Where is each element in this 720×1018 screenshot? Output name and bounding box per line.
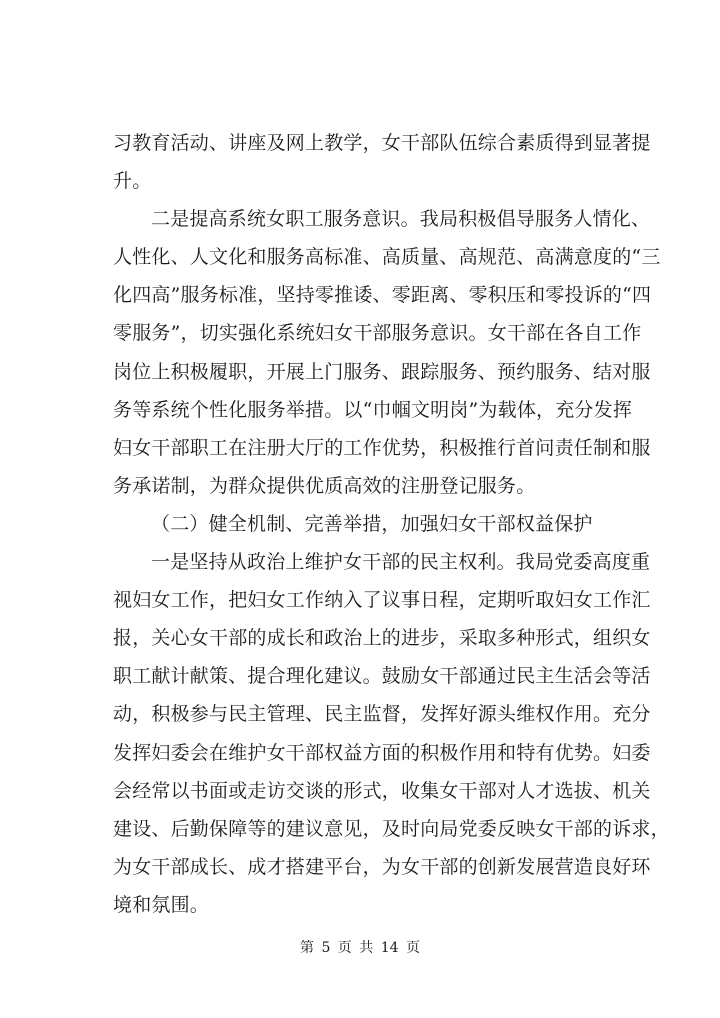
text-line: 动，积极参与民主管理、民主监督，发挥好源头维权作用。充分 xyxy=(113,703,651,726)
text-line: 零服务”，切实强化系统妇女干部服务意识。女干部在各自工作 xyxy=(113,322,642,345)
text-line: 习教育活动、讲座及网上教学，女干部队伍综合素质得到显著提 xyxy=(113,132,651,154)
text-line: 会经常以书面或走访交谈的形式，收集女干部对人才选拔、机关 xyxy=(113,779,651,802)
text-line: 人性化、人文化和服务高标准、高质量、高规范、高满意度的“三 xyxy=(113,246,661,269)
text-line: 视妇女工作，把妇女工作纳入了议事日程，定期听取妇女工作汇 xyxy=(113,589,651,612)
text-line: 建设、后勤保障等的建议意见，及时向局党委反映女干部的诉求， xyxy=(113,817,670,840)
text-line: 妇女干部职工在注册大厅的工作优势，积极推行首问责任制和服 xyxy=(113,436,651,459)
text-line: 职工献计献策、提合理化建议。鼓励女干部通过民主生活会等活 xyxy=(113,665,651,688)
text-line: 为女干部成长、成才搭建平台，为女干部的创新发展营造良好环 xyxy=(113,855,651,878)
text-line: 岗位上积极履职，开展上门服务、跟踪服务、预约服务、结对服 xyxy=(113,360,651,383)
paragraph-start-line: 二是提高系统女职工服务意识。我局积极倡导服务人情化、 xyxy=(151,208,651,231)
body-text xyxy=(113,124,670,924)
text-line: 发挥妇委会在维护女干部权益方面的积极作用和特有优势。妇委 xyxy=(113,741,651,764)
text-line: 报，关心女干部的成长和政治上的进步，采取多种形式，组织女 xyxy=(113,627,651,650)
text-line: 境和氛围。 xyxy=(113,893,210,916)
text-line: 升。 xyxy=(113,170,152,193)
text-line: 务等系统个性化服务举措。以“巾帼文明岗”为载体，充分发挥 xyxy=(113,398,633,421)
text-line: 化四高”服务标准，坚持零推诿、零距离、零积压和零投诉的“四 xyxy=(113,284,652,307)
section-heading: （二）健全机制、完善举措，加强妇女干部权益保护 xyxy=(151,512,593,535)
text-line: 务承诺制，为群众提供优质高效的注册登记服务。 xyxy=(113,474,536,497)
page-number-footer: 第 5 页 共 14 页 xyxy=(300,940,420,956)
paragraph-start-line: 一是坚持从政治上维护女干部的民主权利。我局党委高度重 xyxy=(151,551,651,574)
